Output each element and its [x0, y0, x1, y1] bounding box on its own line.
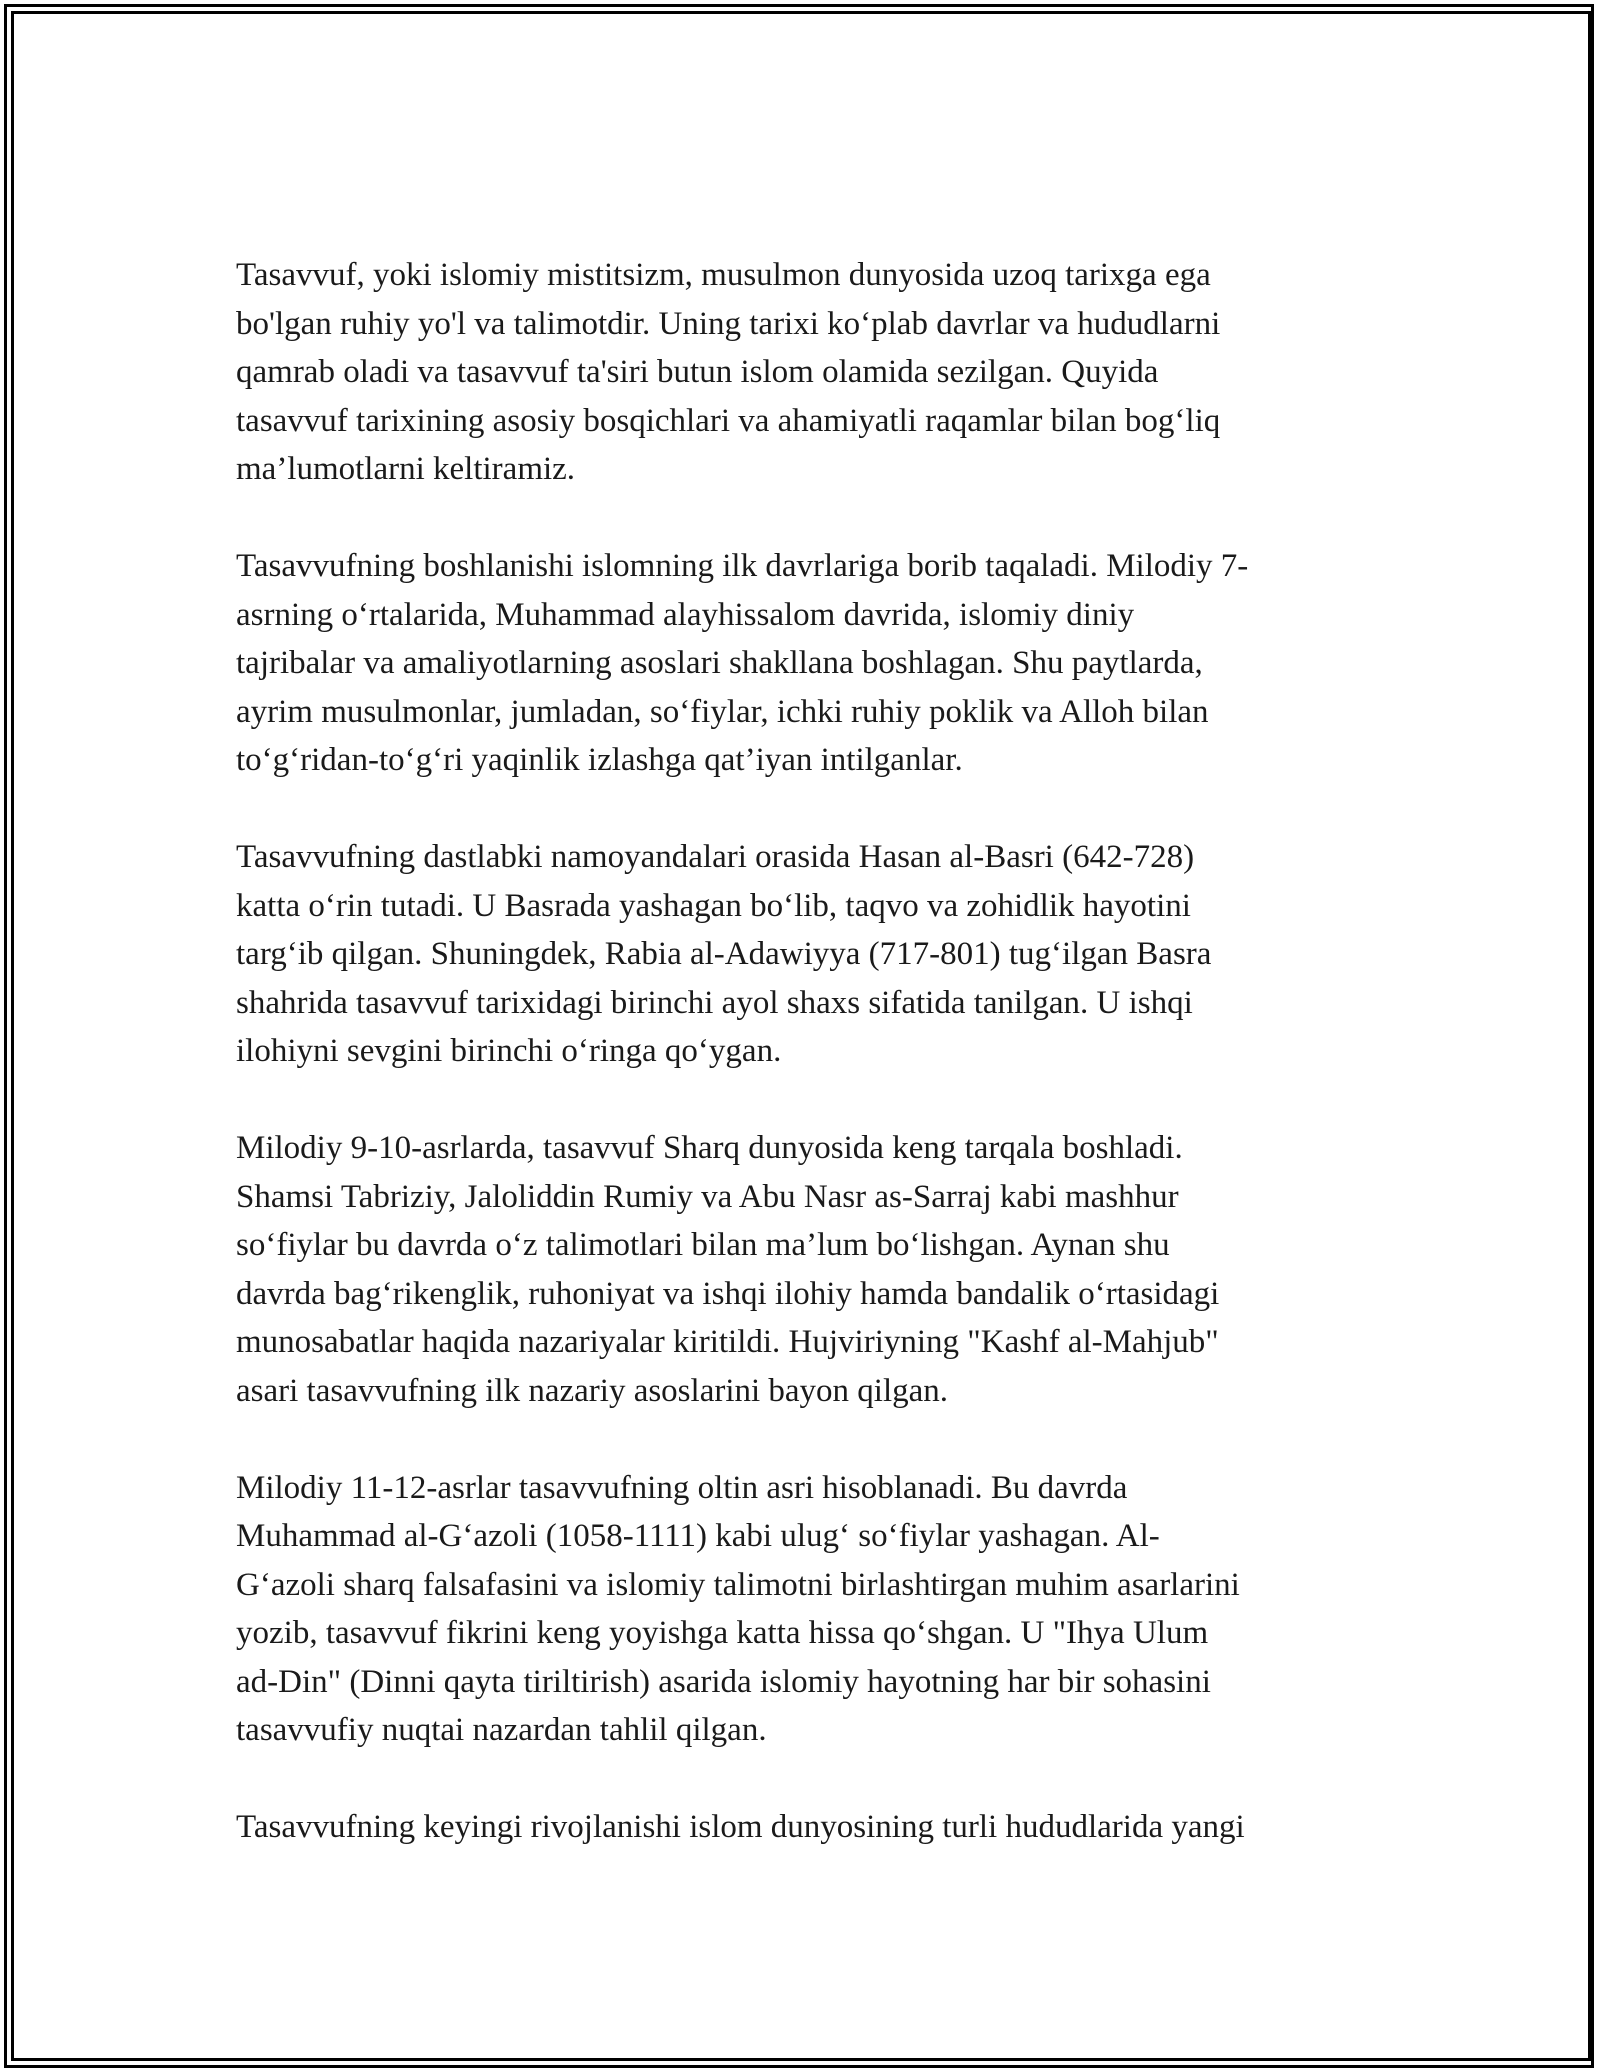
text-line: ma’lumotlarni keltiramiz. — [236, 451, 576, 487]
text-line: so‘fiylar bu davrda o‘z talimotlari bilan ma’lum bo‘lishgan. Aynan shu — [236, 1227, 1170, 1263]
text-line: Milodiy 9-10-asrlarda, tasavvuf Sharq dunyosida keng tarqala boshladi. — [236, 1130, 1183, 1166]
paragraph-6 — [236, 1803, 1386, 1852]
text-line: asrning o‘rtalarida, Muhammad alayhissalom davrida, islomiy diniy — [236, 596, 1135, 633]
text-line: to‘g‘ridan-to‘g‘ri yaqinlik izlashga qat’iyan intilganlar. — [236, 742, 963, 778]
text-line: Tasavvuf, yoki islomiy mistitsizm, musulmon dunyosida uzoq tarixga ega — [236, 257, 1211, 293]
text-line: qamrab oladi va tasavvuf ta'siri butun islom olamida sezilgan. Quyida — [236, 354, 1159, 390]
text-line: G‘azoli sharq falsafasini va islomiy talimotni birlashtirgan muhim asarlarini — [236, 1566, 1240, 1603]
text-line: tasavvuf tarixining asosiy bosqichlari va ahamiyatli raqamlar bilan bog‘liq — [236, 402, 1221, 439]
text-line: ad-Din" (Dinni qayta tiriltirish) asarida islomiy hayotning har bir sohasini — [236, 1663, 1211, 1700]
text-line: Milodiy 11-12-asrlar tasavvufning oltin asri hisoblanadi. Bu davrda — [236, 1469, 1128, 1506]
text-line: Tasavvufning boshlanishi islomning ilk davrlariga borib taqaladi. Milodiy 7- — [236, 548, 1249, 584]
text-line: Shamsi Tabriziy, Jaloliddin Rumiy va Abu Nasr as-Sarraj kabi mashhur — [236, 1178, 1179, 1215]
document-body — [236, 251, 1386, 1852]
text-line: targ‘ib qilgan. Shuningdek, Rabia al-Adawiyya (717-801) tug‘ilgan Basra — [236, 936, 1212, 972]
paragraph-4 — [236, 1124, 1386, 1415]
text-line: yozib, tasavvuf fikrini keng yoyishga katta hissa qo‘shgan. U "Ihya Ulum — [236, 1615, 1209, 1651]
paragraph-5 — [236, 1464, 1386, 1755]
text-line: davrda bag‘rikenglik, ruhoniyat va ishqi ilohiy hamda bandalik o‘rtasidagi — [236, 1275, 1220, 1312]
paragraph-3 — [236, 833, 1386, 1076]
text-line: tajribalar va amaliyotlarning asoslari shakllana boshlagan. Shu paytlarda, — [236, 645, 1203, 681]
text-line: bo'lgan ruhiy yo'l va talimotdir. Uning tarixi ko‘plab davrlar va hududlarni — [236, 305, 1221, 342]
text-line: asari tasavvufning ilk nazariy asoslarini bayon qilgan. — [236, 1372, 949, 1409]
text-line: ilohiyni sevgini birinchi o‘ringa qo‘ygan. — [236, 1033, 782, 1069]
paragraph-1 — [236, 251, 1386, 494]
text-line: ayrim musulmonlar, jumladan, so‘fiylar, ichki ruhiy poklik va Alloh bilan — [236, 693, 1209, 730]
text-line: katta o‘rin tutadi. U Basrada yashagan bo‘lib, taqvo va zohidlik hayotini — [236, 887, 1191, 924]
text-line: Tasavvufning keyingi rivojlanishi islom dunyosining turli hududlarida yangi — [236, 1809, 1245, 1845]
text-line: shahrida tasavvuf tarixidagi birinchi ayol shaxs sifatida tanilgan. U ishqi — [236, 984, 1193, 1021]
text-line: munosabatlar haqida nazariyalar kiritildi. Hujviriyning "Kashf al-Mahjub" — [236, 1324, 1219, 1360]
text-line: Tasavvufning dastlabki namoyandalari orasida Hasan al-Basri (642-728) — [236, 839, 1195, 875]
text-line: Muhammad al-G‘azoli (1058-1111) kabi ulug‘ so‘fiylar yashagan. Al- — [236, 1518, 1160, 1554]
text-line: tasavvufiy nuqtai nazardan tahlil qilgan. — [236, 1712, 767, 1748]
paragraph-2 — [236, 542, 1386, 785]
